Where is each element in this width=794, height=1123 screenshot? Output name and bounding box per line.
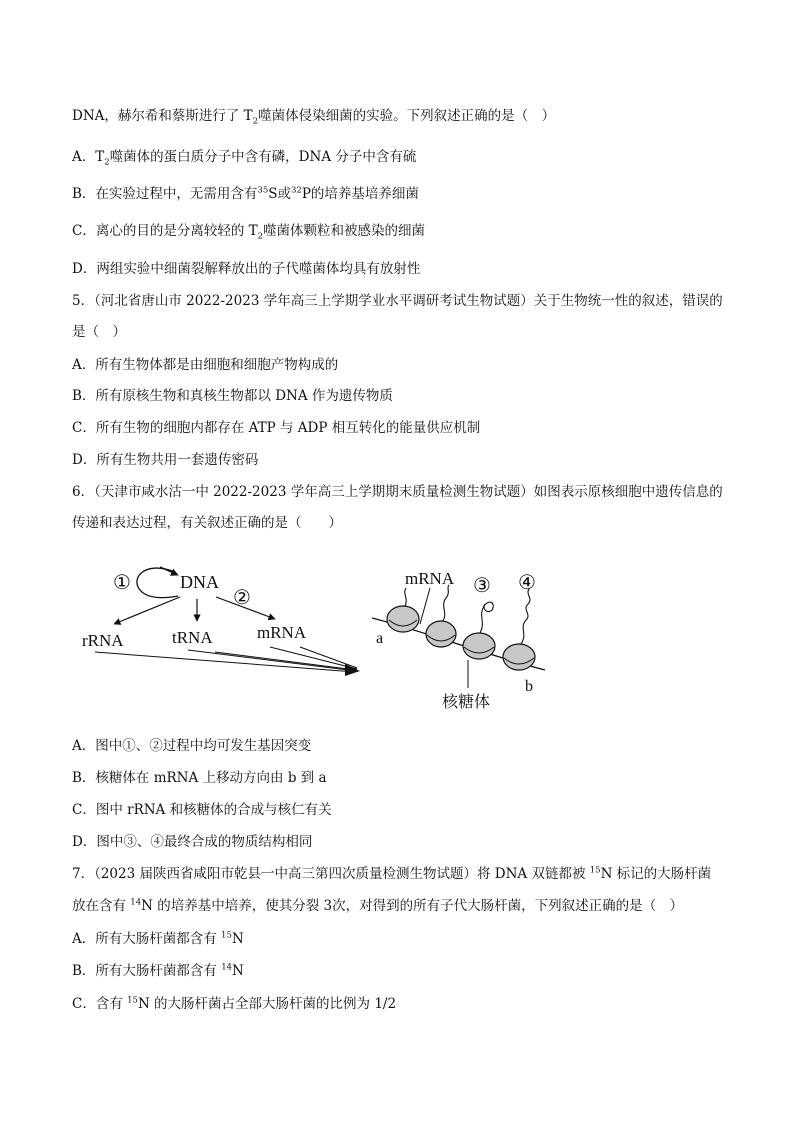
label-circle-1: ① (113, 572, 131, 594)
q5-option-b: B．所有原核生物和真核生物都以 DNA 作为遗传物质 (72, 388, 393, 404)
ribosome-4 (503, 644, 535, 670)
q6-option-b: B．核糖体在 mRNA 上移动方向由 b 到 a (72, 770, 327, 786)
q5-stem-line-2: 是（ ） (72, 324, 126, 340)
label-trna: tRNA (172, 628, 213, 647)
q6-stem-line-1: 6．（天津市咸水沽一中 2022-2023 学年高三上学期期末质量检测生物试题）如图表示原核细胞中遗传信息的 (72, 484, 723, 500)
question-4-stem-tail: DNA，赫尔希和蔡斯进行了 $T_2$噬菌体侵染细菌的实验。下列叙述正确的是（ ） (72, 108, 556, 127)
mrna-pointer (420, 588, 430, 624)
q6-option-a: A．图中①、②过程中均可发生基因突变 (72, 738, 312, 754)
q7-option-a: A．所有大肠杆菌都含有 $^{15}$N (72, 930, 244, 947)
converge-line-2 (188, 650, 356, 671)
label-circle-2: ② (233, 587, 251, 609)
replication-arrow (160, 567, 178, 575)
transcription-diagram (82, 567, 360, 676)
q7-option-b: B．所有大肠杆菌都含有 $^{14}$N (72, 962, 244, 979)
converge-line-3 (215, 652, 356, 670)
label-mrna-right: mRNA (405, 569, 455, 588)
ribosome-3 (463, 633, 495, 659)
peptide-chain-4 (521, 588, 530, 644)
q4-option-b: B．在实验过程中，无需用含有$^{35}$S或$^{32}$P的培养基培养细菌 (72, 185, 419, 202)
q4-option-a: A．$T_2$噬菌体的蛋白质分子中含有磷，DNA 分子中含有硫 (72, 149, 417, 168)
label-ribosome: 核糖体 (442, 694, 491, 711)
q4-option-d: D．两组实验中细菌裂解释放出的子代噬菌体均具有放射性 (72, 261, 421, 277)
ribosome-2 (426, 621, 456, 647)
translation-diagram (372, 569, 545, 711)
q5-stem-line-1: 5．（河北省唐山市 2022-2023 学年高三上学期学业水平调研考试生物试题）关于生物统一性的叙述，错误的 (72, 293, 723, 309)
peptide-chain-3 (480, 602, 493, 633)
q5-option-d: D．所有生物共用一套遗传密码 (72, 452, 259, 468)
label-mrna-left: mRNA (257, 623, 307, 642)
label-a: a (376, 630, 384, 647)
label-b: b (525, 678, 533, 695)
q7-option-c: C．含有 $^{15}$N 的大肠杆菌占全部大肠杆菌的比例为 1/2 (72, 995, 397, 1012)
arrow-to-rrna (114, 597, 180, 624)
label-rrna: rRNA (82, 631, 124, 650)
q6-option-d: D．图中③、④最终合成的物质结构相同 (72, 834, 313, 850)
q5-option-a: A．所有生物体都是由细胞和细胞产物构成的 (72, 357, 339, 373)
label-dna: DNA (180, 572, 219, 592)
peptide-chain-2 (443, 585, 449, 621)
peptide-chain-1 (405, 588, 407, 606)
converge-arrowhead (345, 664, 360, 676)
q6-option-c: C．图中 rRNA 和核糖体的合成与核仁有关 (72, 802, 332, 818)
q7-stem-line-1: 7．（2023 届陕西省咸阳市乾县一中高三第四次质量检测生物试题）将 DNA 双链都被 $^{15}$N 标记的大肠杆菌 (72, 865, 712, 882)
q6-stem-line-2: 传递和表达过程，有关叙述正确的是（ ） (72, 515, 342, 531)
q4-option-c: C．离心的目的是分离较轻的 $T_2$噬菌体颗粒和被感染的细菌 (72, 223, 426, 242)
label-circle-4: ④ (518, 572, 536, 594)
q5-option-c: C．所有生物的细胞内都存在 ATP 与 ADP 相互转化的能量供应机制 (72, 420, 481, 436)
label-circle-3: ③ (473, 575, 491, 597)
ribosome-1 (387, 606, 419, 632)
q7-stem-line-2: 放在含有 $^{14}$N 的培养基中培养，使其分裂 3次，对得到的所有子代大肠杆菌，下列叙述正确的是（ ） (72, 897, 684, 914)
